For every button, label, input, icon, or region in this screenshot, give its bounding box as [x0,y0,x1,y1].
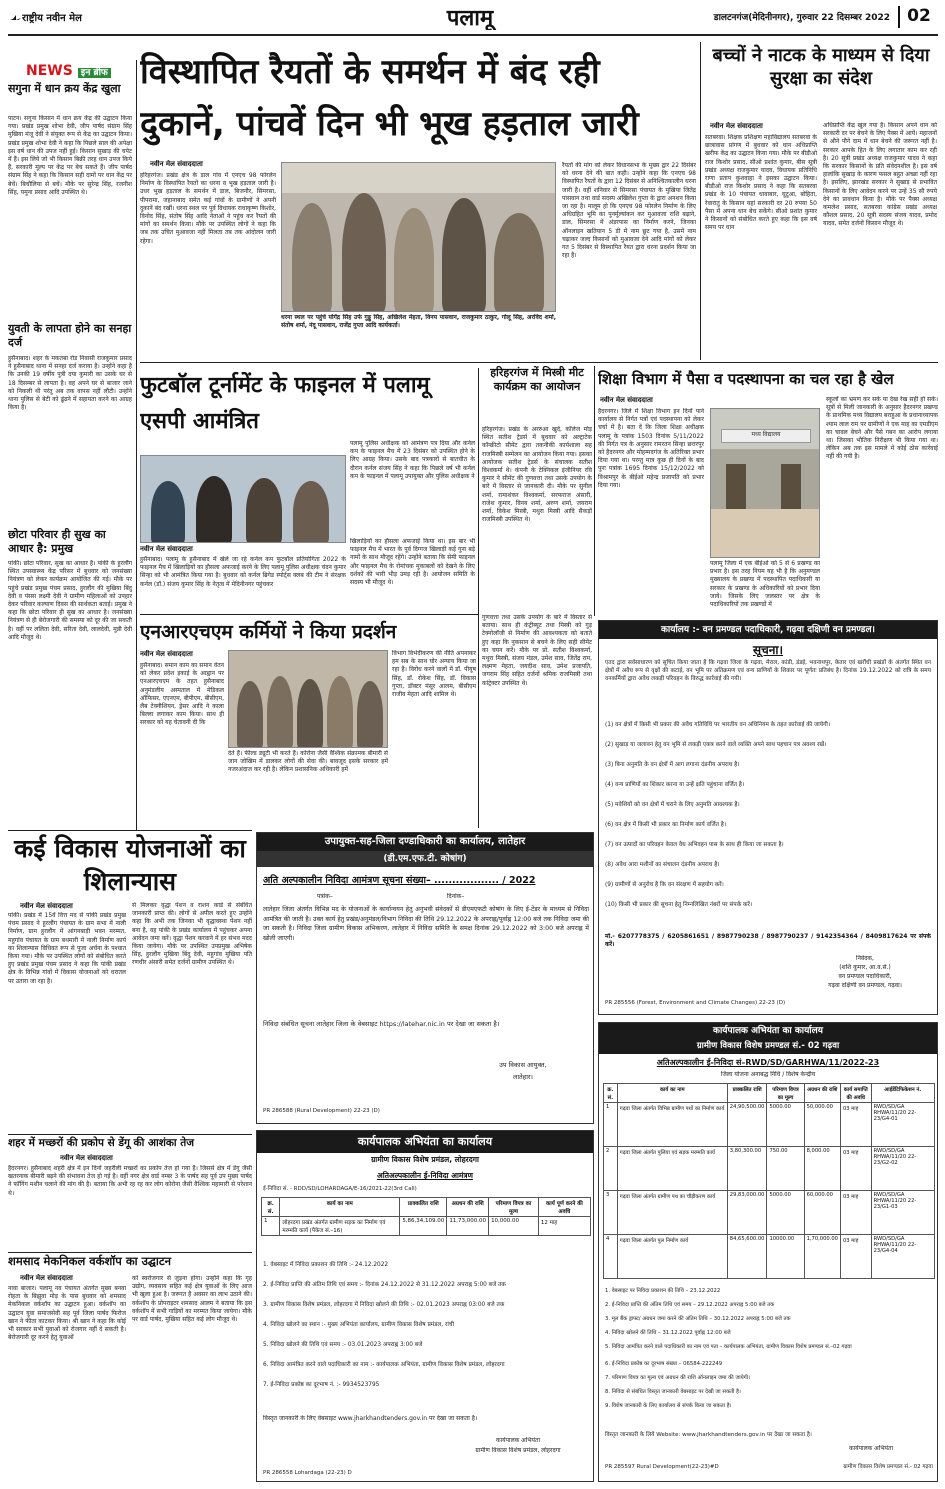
education-byline: नवीन मेल संवाददाता [600,396,653,404]
forest-sign-1: निवेदक, [856,955,874,962]
note-item: 7. परिमाण विपत्र का मूल्य एवं अग्रधन की राशि ऑनलाइन जमा की जायेगी। [605,1375,751,1381]
latehar-dinank: दिनांक– [447,893,465,900]
vikas-byline: नवीन मेल संवाददाता [20,902,73,910]
note-item: 5. निविदा आमंत्रित करने वाले पदाधिकारी का नाम एवं पता – कार्यपालक अभियंता, ग्रामीण विकास विशेष प्रमण्डल सं.–02 गढ़वा [605,1344,852,1350]
lead-photo [281,162,556,312]
forest-notice-points [605,721,931,931]
table-cell: गढ़वा जिला अंतर्गत ग्रामीण पथ का चौड़ीकरण कार्य [617,1191,727,1235]
latehar-title: उपायुक्त-सह-जिला दण्डाधिकारी का कार्यालय, लातेहार [257,833,593,851]
forest-point: (8) अवैध आरा मशीनों का संचालन दंडनीय अपराध है। [605,862,720,868]
football-body-b: खिलाड़ियों का हौसला अफजाई किया था। इस बार भी फाइनल मैच में भारत के पूर्व दिग्गज खिलाड़ी कई गुना बड़े नामों के साथ मौजूद रहेंगे। उन्होंने बताया कि सेमी फाइनल और फाइनल मैच के रोमांचक मुकाबलों को देखने के लिए दर्शकों की भारी भीड़ उमड़ रही है। आयोजन समिति के सदस्य भी मौजूद थे। [350,538,475,587]
drama-headline: बच्चों ने नाटक के माध्यम से दिया सुरक्षा का संदेश [712,45,930,89]
table-cell: 3 [604,1191,618,1235]
table-row [604,1103,935,1147]
dengue-byline: नवीन मेल संवाददाता [60,1154,113,1162]
table-cell: 5,86,34,109.00 [400,1217,447,1236]
brief-divider [136,60,137,830]
education-body-a: हैदरनगर। जिले में शिक्षा विभाग इन दिनों पाने कार्यालय से निर्गत पत्रों एवं पदस्थापना को लेकर चर्चा में है। बता दें कि जिला शिक्षा अधीक्षक पलामू के पत्रांक 1503 दिनांक 5/11/2022 की निर्गत पत्र के अनुसार रामरतन सिन्हा छत्तरपुर को हैदरनगर और मोहम्मदगंज के अतिरिक्त प्रभार दिया गया था। परन्तु मात्र कुछ ही दिनों के बाद पुनः पत्रांक 1695 दिनांक 15/12/2022 को विश्रामपुर के बीईओ महेन्द्र प्रजापति को प्रभार दिया गया। [598,408,704,489]
table-cell: 1,70,000.00 [804,1235,840,1279]
workshop-body-a: नावा बाजार। पलामू नव पंचायत अंतर्गत मुख्य बनवा रोहता के बिझुवा मोड़ के पास बुधवार को शमसाद मेकनिकल वर्कशॉप का उद्घाटन हुआ। वर्कशॉप का उद्घाटन युवा समाजसेवी सह पूर्व जिला पार्षद फिरोज खान ने फीता काटकर किया। श्री खान ने कहा कि कोई भी सरकार सभी युवाओं को रोजगार नहीं दे सकती है। बेरोजगारी दूर करने हेतु युवाओं [8,1285,126,1342]
table-cell: 12 माह [538,1217,590,1236]
lohardaga-pr-code: PR 286558 Lohardaga (22-23) D [263,1470,352,1476]
lohardaga-website: विस्तृत जानकारी के लिए वेबसाइट www.jharkhandtenders.gov.in पर देखा जा सकता है। [263,1415,478,1422]
brief-3-body: पांकी। छोटा परिवार, सुख का आधार है। पांकी के हुरलौंग स्थित उपस्वास्थ्य केंद्र परिसर में बुधवार को जनसंख्या नियंत्रण को लेकर कार्यक्रम आयोजित की गई। मौके पर पहुंचे प्रखंड प्रमुख पंचम प्रसाद, हुरलौंग की मुखिया बिंदु देवी व पंसस लक्ष्मी देवी ने ग्रामीण महिलाओं को उपहार देकर परिवार कल्याण दिवस की सार्थकता बताई। प्रमुख ने कहा कि छोटा परिवार ही सुख का आधार है। जनसंख्या नियंत्रण से ही बेरोजगारी की समस्या को दूर की जा सकती है। वहीं पर ललिता देवी, सरिता देवी, लालदेवी, मुन्नी देवी आदि मौजूद थे। [8,560,132,641]
dengue-headline: शहर में मच्छरों की प्रकोप से डेंगू की आशंका तेज [8,1137,195,1149]
lead-divider-right [700,42,701,360]
lead-body-a: हरिहरगंज। प्रखंड क्षेत्र के डाल गांव में एनएच 98 फोरलेन निर्माण के विस्थापित रैयतों का धरना व भूख हड़ताल जारी है। उधर भूख हड़ताल के समर्थन में डाल, बिजनौर, सिमरसा, पीपरामा, जहानाबाद समेत कई गांवों के ग्रामीणों ने अपनी दुकानें बंद रखीं। धरना स्थल पर पूर्व विधायक राधाकृष्ण किशोर, विनोद सिंह, संतोष सिंह आदि नेताओं ने पहुंच कर रैयतों की मांगों का समर्थन किया। मौके पर उपस्थित लोगों ने कहा कि जब तक उचित मुआवजा नहीं मिलता तब तक आंदोलन जारी रहेगा। [140,172,276,245]
note-item: 8. निविदा से संबंधित विस्तृत जानकारी वेबसाइट पर देखी जा सकती है। [605,1389,741,1395]
garhwa-title: कार्यपालक अभियंता का कार्यालय [599,1023,937,1039]
table-cell: गढ़वा जिला अंतर्गत विभिन्न ग्रामीण पथों का निर्माण कार्य [617,1103,727,1147]
masthead-rule [8,34,938,36]
lohardaga-sign-1: कार्यपालक अभियंता [496,1437,540,1444]
table-cell: 5000.00 [767,1191,804,1235]
bird-logo-icon [7,10,21,20]
latehar-sign-1: उप विकास आयुक्त, [499,1061,547,1069]
table-cell: 24,90,500.00 [727,1103,767,1147]
brief-2-body: हुसैनाबाद। शहर के मकतबा रोड निवासी राजकुमार प्रसाद ने हुसैनाबाद थाना में सनहा दर्ज कराया है। उन्होंने कहा है कि उनकी 19 वर्षीय पुत्री दया कुमारी का उसके घर से 18 दिसम्बर से लापता है। वह अपने घर से बाजार जाने को निकली थी परंतु अब तक वापस नहीं लौटी। उन्होंने थाना पुलिस से बेटी को ढूंढने में सहायता करने का आग्रह किया है। [8,355,132,412]
table-cell: 750.00 [767,1147,804,1191]
lead-headline: विस्थापित रैयतों के समर्थन में बंद रही दुकानें, पांचवें दिन भी भूख हड़ताल जारी [140,52,639,144]
garhwa-sign-2: ग्रामीण विकास विशेष प्रमण्डल सं.- 02 गढ़वा [843,1464,933,1470]
nrhm-byline: नवीन मेल संवाददाता [140,650,193,658]
left-rule-3 [8,830,252,831]
table-cell: 1 [262,1217,280,1236]
education-photo [710,408,820,558]
table-header: परिमाण विपत्र का मूल्य [767,1084,804,1103]
table-cell: 60,000.00 [804,1191,840,1235]
schedule-item: 4. निविदा खोलने का स्थान :- मुख्य अभियंता कार्यालय, ग्रामीण विकास विशेष प्रमंडल, रांची [263,1322,455,1328]
lead-photo-caption: धरना स्थल पर पहुंचे योगेंद्र सिंह उर्फ गुड्डू सिंह, अखिलेश मेहता, विनय पासवान, राजकुमार ठाकुर, गोलू सिंह, अरविंद शर्मा, संतोष शर्मा, नंदू पासवान, राजेंद्र गुप्ता आदि कार्यकर्ता। [281,314,556,330]
forest-sign-2: (शशि कुमार, आ.व.से.) [839,964,891,971]
table-header: क्र. सं. [262,1198,280,1217]
forest-point: (7) वन उत्पादों का परिवहन केवल वैध अभिवहन पास के साथ ही किया जा सकता है। [605,842,784,848]
table-cell: 8,000.00 [804,1147,840,1191]
lead-body-b: रैयतों की मांग को लेकर विधानसभा के मुख्य द्वार 22 दिसंबर को धरना देने की बात कही। उन्होंने कहा कि एनएच 98 विस्थापित रैयतों के द्वारा 12 दिसंबर से अनिश्चितकालीन धरना जारी है। वहीं शनिवार से सिमरसा पंचायत के मुखिया जितेंद्र पासवान तथा वार्ड सदस्य अखिलेश गुप्ता के द्वारा अनशन किया जा रहा है। मालूम हो कि एनएच 98 फोरलेन निर्माण के लिए अधिग्रहित भूमि का पुनर्मूल्यांकन कर मुआवजा राशि बढ़ाने, डाल, सिमरसा में अंडरपास का निर्माण करने, जिनका ऑनलाइन खतियान 5 डी में नाम छूट गया है, उसमें नाम चढ़ाकर जल्द किसानों को मुआवजा देने आदि मांगों को लेकर गत 5 दिसंबर से विस्थापित रैयत द्वारा धरना प्रदर्शन किया जा रहा है। [562,162,696,260]
table-row [604,1147,935,1191]
harihar-headline: हरिहरगंज में मिस्त्री मीट कार्यक्रम का आयोजन [490,366,584,393]
table-cell: 03 माह [840,1103,871,1147]
vikas-headline: कई विकास योजनाओं का शिलान्यास [14,834,246,896]
table-cell: RWD/SD/GA RHWA/11/20 22-23/G1-03 [871,1191,934,1235]
table-cell: 11,73,000.00 [447,1217,489,1236]
education-body-c: स्कूलों का भ्रमण कर सके या देख रेख सही हो सके। सूत्रों से मिली जानकारी के अनुसार हैदरनगर प्रखण्ड के प्राथमिक मध्य विद्यालय बराहुआ के प्रधानाध्यापक श्याम लाल राम पर ग्रामीणों ने एक माह का एमडीएम का चावल बेचने और पैसे गबन का आरोप लगाया था। जिसका भौतिक निरीक्षण भी किया गया था। लेकिन अब तक इस मामले में कोई ठोस कार्रवाई नहीं की गयी है। [826,396,938,461]
harihar-divider [594,366,595,616]
school-sign: मध्य विद्यालय [721,429,811,443]
garhwa-sign-1: कार्यपालक अभियंता [849,1445,893,1452]
table-header: कार्य समाप्ति की अवधि [840,1084,871,1103]
table-cell: 2 [604,1147,618,1191]
table-cell: 03 माह [840,1147,871,1191]
garhwa-notes [605,1287,933,1427]
table-header: अग्रधन की राशि [804,1084,840,1103]
table-cell: गढ़वा जिला अंतर्गत पुल निर्माण कार्य [617,1235,727,1279]
table-cell: 3,80,300.00 [727,1147,767,1191]
table-cell: RWD/SD/GA RHWA/11/20 22-23/G2-02 [871,1147,934,1191]
forest-notice-body: एतद द्वारा सर्वसाधारण को सूचित किया जाता है कि गढ़वा जिला के गढ़वा, मेराल, कांडी, डंडई, भवनाथपुर, केतार एवं खरौंधी प्रखंडों के अंतर्गत स्थित वन क्षेत्रों में अवैध रूप से वृक्षों की कटाई, वन भूमि पर अतिक्रमण एवं वन्य प्राणियों के शिकार पर पूर्णतः प्रतिबंध है। दिनांक 19.12.2022 को रात्रि के समय वनकर्मियों द्वारा अवैध लकड़ी परिवहन के विरुद्ध कार्रवाई की गयी। [605,660,931,683]
lead-byline: नवीन मेल संवाददाता [150,160,203,168]
table-cell: 03 माह [840,1235,871,1279]
table-cell: 1 [604,1103,618,1147]
nrhm-photo [228,650,388,748]
vikas-body-a: पांकी। प्रखंड में 15वें वित्त मद से पांकी प्रखंड प्रमुख पंचम प्रसाद ने हुरलौंग पंचायत के ग्राम सभा में नाली निर्माण, ग्राम हुरलौंग में आंगनबाड़ी भवन मरम्मत, महुगांव पंचायत के ग्राम बथमारी में नाली निर्माण कार्य का शिलान्यास विधिवत रूप से पूजा अर्चना के पश्चात किया गया। मौके पर उपस्थित लोगों को संबोधित करते हुए प्रखंड प्रमुख पंचम प्रसाद ने कहा कि पांकी प्रखंड क्षेत्र के विभिन्न गांवों में विकास योजनाओं को धरातल पर उतारा जा रहा है। [8,912,126,985]
table-header: परिमाण विपत्र का मूल्य [489,1198,539,1217]
news-badge-text: NEWS [26,63,73,79]
brief-2-headline: युवती के लापता होने का सनहा दर्ज [8,322,132,349]
forest-point: (10) किसी भी प्रकार की सूचना हेतु निम्नलिखित नंबरों पर संपर्क करें। [605,902,753,908]
garhwa-tender-ad [598,1022,938,1482]
table-row [262,1217,591,1236]
table-header: कार्य का नाम [617,1084,727,1103]
lohardaga-tender-ad [256,1130,594,1482]
garhwa-table [603,1083,935,1279]
garhwa-subnotice: जिला योजना अनाबद्ध निधि / विशेष केन्द्रीय [720,1071,816,1078]
schedule-item: 2. ई-निविदा प्राप्ति की अंतिम तिथि एवं समय :- दिनांक 24.12.2022 से 31.12.2022 अपराह्न 5:00 बजे तक [263,1282,506,1288]
dateline: डालटनगंज(मेदिनीनगर), गुरुवार 22 दिसम्बर 2022 [713,13,890,23]
nrhm-body-b: देते हैं। फील्ड ड्यूटी भी करते हैं। कोरोना जैसी वैश्विक संक्रामक बीमारी से जान जोखिम में डालकर लोगों की सेवा की। बावजूद इसके सरकार हमें नजरअंदाज कर रही है। लेकिन प्रशासनिक अधिकारी हमें [228,750,388,774]
latehar-tender-ad [256,832,594,1124]
garhwa-table-wrap [603,1083,935,1283]
mid-rule-2 [140,614,478,615]
education-body-b: पलामू जिला में एक बीईओ को 5 से 6 प्रखण्ड का प्रभार है। इस तरह नियम यह भी है कि अनुमण्डल मुख्यालय के प्रखण्ड में पदस्थापित पदाधिकारी या सरकार के प्रखण्ड के अधिकारियों को प्रभार दिया जाये। जिसके लिए जलस्तर पर क्षेत्र के पदाधिकारियों तक प्रखण्डों में [710,560,820,609]
lohardaga-subtitle: ग्रामीण विकास विशेष प्रमंडल, लोहरदगा [371,1155,479,1164]
nrhm-body-d: गुणवत्ता तथा उसके उपयोग के बारे में विस्तार से बताया। साथ ही कंट्रीब्यूट तथा मिस्त्री को गुड़ टेक्नोलॉजी से निर्माण की आवश्यकता को बताते हुए कहा कि नुकसान से बचने के लिए सही सीमेंट का चयन करें। मौके पर प्रो. सतीश विश्वकर्मा, मथुरा मिस्त्री, संजय मंडल, उमेश साव, जितेंद्र राम, लक्ष्मण मेहता, जयदीश साव, उमेश प्रजापति, जगराम सिंह सहित दर्जनों श्रमिक राजमिस्त्री तथा कांट्रेक्टर उपस्थित थे। [482,614,592,687]
table-cell: 29,83,000.00 [727,1191,767,1235]
dengue-body: हैदरनगर। हुसैनाबाद शहरी क्षेत्र में इन दिनों जहरीली मच्छरों का प्रकोप तेज हो गया है। जिससे क्षेत्र में डेंगू जैसी खतरनाक बीमारी बढ़ने की संभावना तेज हो गई है। वहीं नगर क्षेत्र वार्ड नम्बर 3 के पार्षद सह पूर्व उप मुख्य पार्षद ने फॉगिंग मशीन चलाने की मांग की है। बताया कि अभी रह रह कर लोग कोरोना जैसी वैश्विक महामारी से परेशान थे। [8,1165,252,1197]
nrhm-headline: एनआरएचएम कर्मियों ने किया प्रदर्शन [140,621,397,643]
garhwa-notice-line: अतिअल्पकालीन ई-निविदा सं–RWD/SD/GARHWA/11/2022-23 [656,1058,880,1067]
masthead-logo: राष्ट्रीय नवीन मेल [22,13,82,24]
lohardaga-notice-line: अतिअल्पकालीन ई-निविदा आमंत्रण [377,1171,473,1180]
table-header: अग्रधन की राशि [447,1198,489,1217]
forest-notice-ad [598,620,938,1015]
forest-notice-subtitle: सूचना। [752,643,784,657]
forest-point: (3) बिना अनुमति के वन क्षेत्रों में आग लगाना दंडनीय अपराध है। [605,762,740,768]
table-cell: 10000.00 [767,1235,804,1279]
table-header: प्राक्कलित राशि [727,1084,767,1103]
table-cell: 4 [604,1235,618,1279]
football-body-a: हुसैनाबाद। पलामू के हुसैनाबाद में खेले जा रहे कर्नल कप फुटबॉल प्रतियोगिता 2022 के फाइनल मैच में खिलाड़ियों का हौसला अफजाई करने के लिए पलामू पुलिस अधीक्षक चंदन कुमार सिन्हा को भी आमंत्रित किया गया है। बुधवार को कर्नल ब्रिगेड स्पोर्ट्स क्लब की टीम ने संरक्षक कर्नल (डॉ.) संजय कुमार सिंह के नेतृत्व में मेदिनीनगर पहुंचकर [140,556,346,588]
table-cell: लोहरदगा प्रखंड अंतर्गत ग्रामीण सड़क का निर्माण एवं मरम्मति कार्य (पैकेज सं.–16) [280,1217,400,1236]
forest-point: (5) मवेशियों को वन क्षेत्रों में चराने के लिए अनुमति आवश्यक है। [605,802,740,808]
table-cell: RWD/SD/GA RHWA/11/20 22-23/G4-04 [871,1235,934,1279]
note-item: 6. ई-निविदा प्रकोष्ठ का दूरभाष संख्या – 06584-222249 [605,1361,723,1367]
table-row [604,1191,935,1235]
table-cell: 10,000.00 [489,1217,539,1236]
news-brief-badge [26,60,130,82]
schedule-item: 3. ग्रामीण विकास विशेष प्रमंडल, लोहरदगा में निविदा खोलने की तिथि :- 02.01.2023 अपराह्न 03:00 बजे तक [263,1302,505,1308]
forest-notice-title: कार्यालय :- वन प्रमण्डल पदाधिकारी, गढ़वा दक्षिणी वन प्रमण्डल। [599,621,937,639]
forest-point: (4) वन्य प्राणियों का शिकार करना या उन्हें क्षति पहुंचाना वर्जित है। [605,782,745,788]
forest-point: (6) वन क्षेत्र में किसी भी प्रकार का निर्माण कार्य वर्जित है। [605,822,727,828]
note-item: 9. विशेष जानकारी के लिए कार्यालय से संपर्क किया जा सकता है। [605,1403,732,1409]
table-header: कार्य पूर्ण करने की अवधि [538,1198,590,1217]
football-byline: नवीन मेल संवाददाता [140,545,193,553]
latehar-patrank: पत्रांक– [317,893,333,900]
football-photo [140,455,346,543]
table-cell: 5000.00 [767,1103,804,1147]
left-rule-5 [8,1252,252,1253]
workshop-byline: नवीन मेल संवाददाता [20,1274,73,1282]
schedule-item: 5. निविदा खोलने की तिथि एवं समय :- 03.01.2023 अपराह्न 3:00 बजे [263,1342,423,1348]
nrhm-body-a: हुसैनाबाद। समान काम का समान वेतन को लेकर प्रदेश इकाई के आह्वान पर एनआरएचएम के तहत हुसैनाबाद अनुमंडलीय अस्पताल में मेडिकल ऑफिसर, एएनएम, बीपीएम, बीसीएम, लैब टेक्नीशियन, ड्रेसर आदि ने काला बिल्ला लगाकर काम किया। साथ ही सरकार को यह चेतावनी दी कि [140,662,224,727]
forest-sign-3: वन प्रमण्डल पदाधिकारी, [838,973,892,980]
drama-body-a: सतबरवा। शिक्षक प्रशिक्षण महाविद्यालय सतबरवा के छात्रावास प्रांगण में बुधवार को धान अधिप्राप्ति खरीफ केंद्र का उद्घाटन किया गया। मौके पर बीडीओ राज किशोर प्रसाद, सीओ प्रशांत कुमार, बीस सूत्री प्रखंड अध्यक्ष राजकुमार यादव, विधायक प्रतिनिधि राणा प्रताप कुशवाहा ने इसका उद्घाटन किया। बीडीओ राज किशोर प्रसाद ने कहा कि सतबरवा प्रखंड के 10 पंचायत धावाबार, घुटुआ, बोहिता, रेवारातु के किसान यहां सरकारी दर 20 रुपया 50 पैसा में अपना धान बेच सकेंगे। सीओ प्रशांत कुमार ने किसानों को संबोधित करते हुए कहा कि इस वर्ष समय पर धान [705,134,817,232]
table-cell: गढ़वा जिला अंतर्गत पुलिया एवं सड़क मरम्मति कार्य [617,1147,727,1191]
schedule-item: 7. ई-निविदा प्रकोष्ठ का दूरभाष नं. :- 9934523795 [263,1382,380,1388]
drama-body-b: अधिप्राप्ति केंद्र खुल गया है। किसान अपने धान को सरकारी दर पर बेचने के लिए पैक्स में आयें। महाजनों से औने पौने दाम में धान बेचने की जरूरत नहीं है। सरकार आपके हित के लिए लगातार काम कर रही है। 20 सूत्री प्रखंड अध्यक्ष राजकुमार यादव ने कहा कि सरकार किसानों के प्रति संवेदनशील है। इस वर्ष हालांकि सुखाड़ के कारण फसल बहुत अच्छा नहीं रहा है। इसलिए, झारखंड सरकार ने सुखाड़ से प्रभावित किसानों के लिए आवेदन करने पर उन्हें 35 सौ रुपये देने का प्रावधान किया है। मौके पर पैक्स अध्यक्ष कमलेश प्रसाद, सतबरवा कांग्रेस प्रखंड अध्यक्ष कौशल प्रसाद, 20 सूत्री सदस्य संजय यादव, प्रमोद यादव, समेत दर्जनों किसान मौजूद थे। [823,122,937,228]
forest-sign-4: गढ़वा दक्षिणी वन प्रमण्डल, गढ़वा। [828,982,902,989]
latehar-website: निविदा संबंधित सूचना लातेहार जिला के वेबसाइट https://latehar.nic.in पर देखा जा सकता है। [263,1020,500,1028]
lohardaga-title: कार्यपालक अभियंता का कार्यालय [257,1131,593,1153]
forest-pr-code: PR 285556 (Forest, Environment and Climate Changes) 22-23 (D) [605,1000,786,1006]
table-row [604,1235,935,1279]
vikas-body-b: से मिलकर वृद्धा पेंशन व राशन कार्ड से संबंधित जानकारी प्राप्त की। लोगों से अपील करते हुए उन्होंने कहा कि अभी तक जिनका भी वृद्धावस्था पेंशन नहीं बना है, वह पांकी के प्रखंड कार्यालय में पहुंचकर अपना आवेदन जमा करें। वृद्धा पेंशन करवाने में हर संभव मदद किया जायेगा। मौके पर उपस्थित उपप्रमुख अभिषेक सिंह, हुरलौंग मुखिया बिंदु देवी, महुगांव मुखिया पति रणधीर अंसारी समेत दर्जनों ग्रामीण उपस्थित थे। [132,902,252,967]
garhwa-website: विस्तृत जानकारी के लिये Website: www.jharkhandtenders.gov.in पर देखा जा सकता है। [605,1432,812,1438]
garhwa-subtitle: ग्रामीण विकास विशेष प्रमण्डल सं.- 02 गढ़वा [599,1039,937,1054]
garhwa-pr-code: PR 285597 Rural Development(22-23)#D [605,1464,719,1470]
table-cell: 50,000.00 [804,1103,840,1147]
schedule-item: 6. निविदा आमंत्रित करने वाले पदाधिकारी का नाम :- कार्यपालक अभियंता, ग्रामीण विकास विशेष प्रमंडल, लोहरदगा [263,1362,505,1368]
forest-point: (2) सुखाड़ या जलावन हेतु वन भूमि से लकड़ी एकत्र करने वाले व्यक्ति अपने साथ पहचान पत्र अवश्य रखें। [605,742,827,748]
workshop-headline: शमसाद मेकनिकल वर्कशॉप का उद्घाटन [8,1254,172,1268]
brief-1-headline: सगुना में धान क्रय केंद्र खुला [8,82,121,95]
brief-3-headline: छोटा परिवार ही सुख का आधार है: प्रमुख [8,528,106,555]
harihar-body: हरिहरगंज। प्रखंड के अररुआ खुर्द, कॉलेज मोड़ स्थित सतीश ट्रेडर्स में बुधवार को अल्ट्राटेक कॉन्क्रीटो सीमेंट द्वारा तकनीकी कार्यशाला सह राजमिस्त्री सम्मेलन का आयोजन किया गया। इसका आयोजक सतीश ट्रेडर्स के संचालक सतीश विश्वकर्मा थे। कंपनी के टेक्निकल इंजीनियर रवि कुमार ने सीमेंट की गुणवत्ता तथा उसके उपयोग के बारे में विस्तार से जानकारी दी। मौके पर सुनील शर्मा, रामाशंकर विश्वकर्मा, सरफराज अंसारी, राजेश कुमार, विनय शर्मा, अरुण शर्मा, जयराम शर्मा, विकेश मिस्त्री, मथुरा मिस्त्री आदि सैकड़ों राजमिस्त्री उपस्थित थे। [482,426,592,524]
note-item: 4. निविदा खोलने की तिथि – 31.12.2022 पूर्वाह्न 12:00 बजे [605,1330,731,1336]
lohardaga-schedule [263,1261,589,1411]
table-cell: RWD/SD/GA RHWA/11/20 22-23/G4-01 [871,1103,934,1147]
football-body-c: पलामू पुलिस अधीक्षक को आमंत्रण पत्र दिया और कर्नल कप के फाइनल मैच में 23 दिसंबर को उपस्थित होने के लिए आग्रह किया। उसके बाद पत्रकारों से बातचीत के दौरान कर्नल संजय सिंह ने कहा कि पिछले वर्ष भी कर्नल कप के फाइनल में पलामू उपायुक्त और पुलिस अधीक्षक ने [350,440,475,480]
table-header: क्र. सं. [604,1084,618,1103]
table-header: प्राक्कलित राशि [400,1198,447,1217]
forest-notice-phones: मो.- 6207778375 / 6205861651 / 8987790238 / 8987790237 / 9142354364 / 8409817624 पर संपर्क करें। [605,933,931,949]
table-header: कार्य का नाम [280,1198,400,1217]
latehar-pr-code: PR 286588 (Rural Development) 22-23 (D) [263,1108,380,1114]
latehar-notice-line: अति अल्पकालीन निविदा आमंत्रण सूचना संख्या– .................. / 2022 [263,875,536,886]
football-headline: फुटबॉल टूर्नामेंट के फाइनल में पलामू एसपी आमंत्रित [140,373,430,434]
latehar-body: लातेहार जिला अंतर्गत विभिन्न मद के योजनाओं के कार्यान्वयन हेतु अनुभवी संवेदकों से डीएमएफटी कोषांग के लिए ई-टेंडर के माध्यम से निविदा आमंत्रित की जाती है। उक्त कार्य हेतु प्रखंड/अनुमंडल/विभाग निविदा की तिथि 29.12.2022 के अपराह्न/पूर्वाह्न 12:00 बजे तक निविदा जमा की जा सकती है। निविदा जिला ग्रामीण विकास अभिकरण, लातेहार में निविदा समिति के समक्ष दिनांक 29.12.2022 को 3:00 बजे अपराह्न में खोली जाएगी। [263,906,589,942]
education-headline: शिक्षा विभाग में पैसा व पदस्थापना का चल रहा है खेल [598,370,894,388]
table-cell: 84,65,600.00 [727,1235,767,1279]
lohardaga-table-wrap [261,1197,591,1257]
lohardaga-table [261,1197,591,1236]
forest-point: (9) ग्रामीणों से अनुरोध है कि वन संरक्षण में सहयोग करें। [605,882,724,888]
note-item: 2. ई-निविदा प्राप्ति की अंतिम तिथि एवं समय – 29.12.2022 अपराह्न 5:00 बजे तक [605,1302,775,1308]
left-rule-4 [8,1134,252,1135]
section-title: पलामू [446,6,494,30]
latehar-sign-2: लातेहार। [512,1073,534,1081]
schedule-item: 1. वेबसाइट में निविदा प्रकाशन की तिथि :- 24.12.2022 [263,1262,389,1268]
forest-point: (1) वन क्षेत्रों में किसी भी प्रकार की अवैध गतिविधि पर भारतीय वन अधिनियम के तहत कार्रवाई की जायेगी। [605,722,831,728]
note-item: 3. मूल बैंक ड्राफ्ट/ अग्रधन जमा करने की अंतिम तिथि – 30.12.2022 अपराह्न 5:00 बजे तक [605,1316,791,1322]
workshop-body-b: को स्वरोजगार से जुड़ना होगा। उन्होंने कहा कि गृह उद्योग, व्यवसाय सहित कई क्षेत्र युवाओं के लिए आज भी खुला हुआ है। जरूरत है अवसर का लाभ उठाने की। वर्कशॉप के प्रोपराइटर शमसाद आलम ने बताया कि इस वर्कशॉप में सभी गाड़ियों का मरम्मत किया जायेगा। मौके पर वार्ड पार्षद, मुखिया सहित कई लोग मौजूद थे। [132,1275,252,1324]
lohardaga-sign-2: ग्रामीण विकास विशेष प्रमंडल, लोहरदगा [475,1447,561,1454]
drama-byline: नवीन मेल संवाददाता [710,122,763,130]
football-divider [478,368,479,828]
table-header: आईडेंटिफिकेशन नं. [871,1084,934,1103]
brief-1-body: पाटन। सगुना किसान में धान क्रय केंद्र की उद्घाटन किया गया। प्रखंड प्रमुख शोभा देवी, जीप पार्षद संग्राम सिंह मुखिया मंजू देवी ने संयुक्त रूप से केंद्र का उद्घाटन किया। प्रखंड प्रमुख शोभा देवी ने कहा कि पिछले साल की अपेक्षा इस वर्ष धान की उपज नहीं हुई। किसान सुखाड़ की चपेट में हैं। इस लिये जो भी किसान बिक्री तरह धान उपज किये हैं, सरकारी मूल्य पर केंद्र पर बेच सकते हैं। जीप पार्षद संग्राम सिंह ने कहा कि किसान सही दामों पर धान केंद्र पर बेचें। बिचौलिया से बचें। मौके पर सुरेन्द्र सिंह, रजनीश सिंह, यमुना प्रसाद आदि उपस्थित थे। [8,115,132,196]
table-cell: 03 माह [840,1191,871,1235]
mid-rule-1 [140,362,938,363]
inbrief-badge-text: इन ब्रीफ [78,68,111,78]
page-number: 02 [898,6,938,28]
latehar-subtitle: (डी.एम.एफ.टी. कोषांग) [257,851,593,867]
nrhm-body-c: विभाग विभेदीकरण की नीति अपनाकर हम सब के साथ घोर अन्याय किया जा रहा है। विरोध करने वालों में डॉ. पीयूष सिंह, डॉ. रोकेश सिंह, डॉ. विकास गुप्ता, डॉक्टर मंसूर आलम, बीसीएम राजीव मेहता आदि शामिल थे। [392,650,476,699]
lohardaga-ref: ई-निविदा सं. - RDD/SD/LOHARDAGA/E-16/2021-22(3rd Call) [263,1186,417,1192]
news-brief-column [8,60,132,825]
note-item: 1. वेबसाइट पर निविदा प्रकाशन की तिथि – 23.12.2022 [605,1288,721,1294]
